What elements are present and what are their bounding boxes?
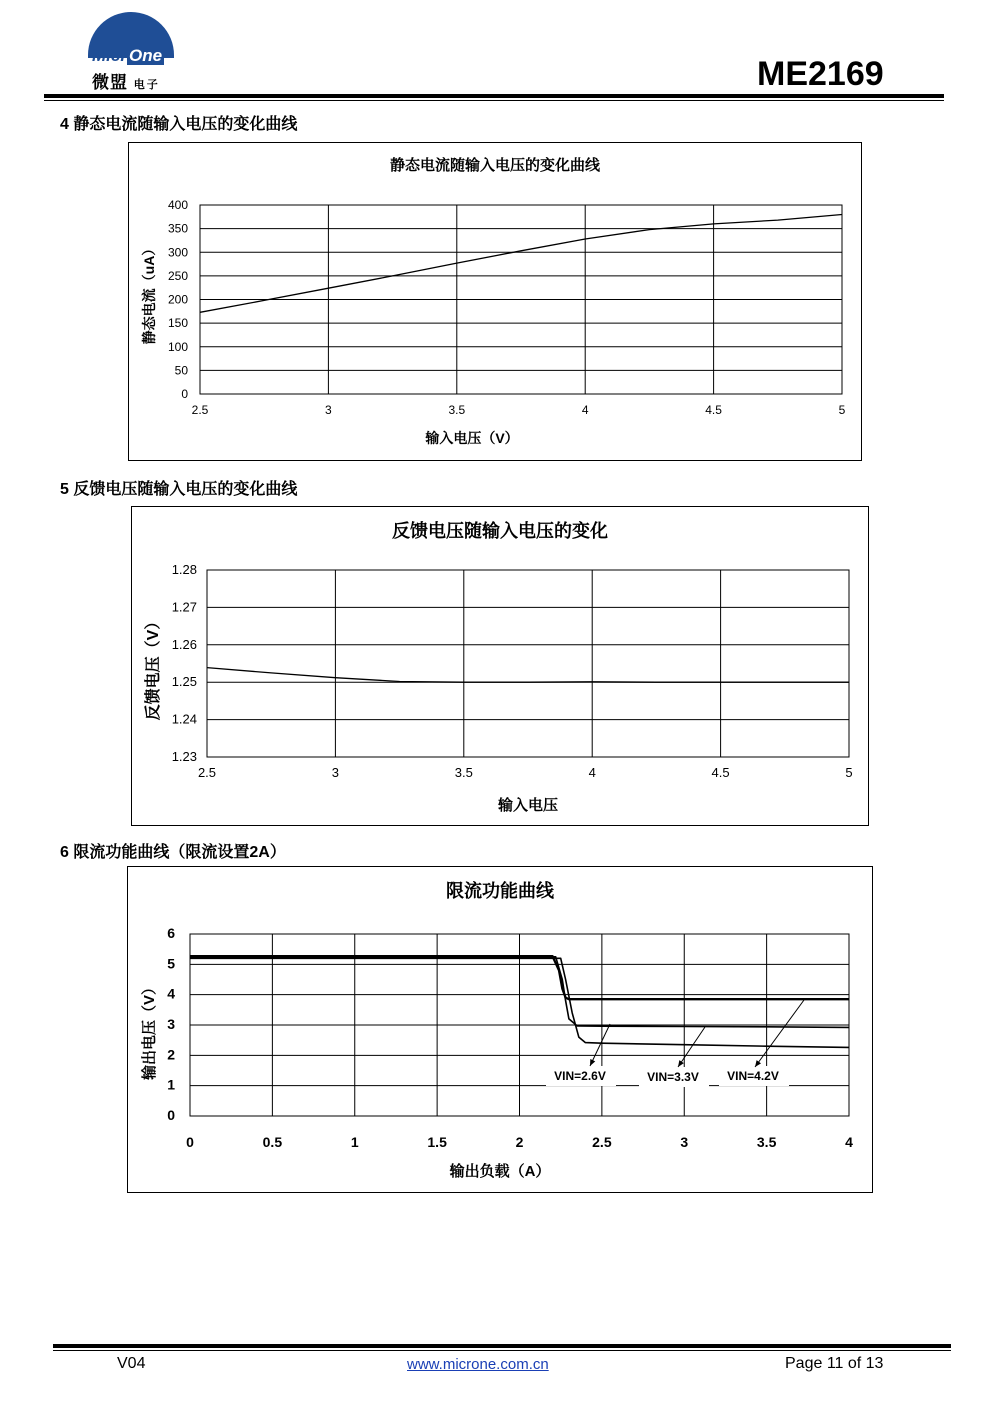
logo-cn-main: 微盟	[92, 73, 128, 92]
annotation-leader	[590, 1024, 610, 1066]
footer-page: Page 11 of 13	[785, 1355, 884, 1372]
chart-1-xtick-label: 3.5	[448, 403, 466, 417]
chart-1-xlabel: 输入电压（V）	[425, 430, 519, 446]
chart-1-ytick-label: 350	[167, 221, 188, 236]
chart-2-xtick-label: 4.5	[711, 765, 730, 780]
chart-2-plot-area	[207, 570, 849, 757]
section-5-text: 反馈电压随输入电压的变化曲线	[73, 481, 298, 498]
chart-1-xtick-label: 4.5	[705, 403, 722, 417]
chart-3-xtick-label: 2.5	[592, 1134, 612, 1150]
chart-2-ylabel: 反馈电压（V）	[145, 613, 162, 721]
chart-3-xtick-label: 0	[186, 1134, 194, 1150]
chart-3-ytick-label: 6	[167, 925, 175, 941]
doc-id: ME2169	[757, 55, 884, 93]
logo-cn	[92, 68, 160, 93]
chart-1-ytick-label: 200	[167, 292, 188, 307]
chart-1-frame	[128, 142, 862, 461]
logo-cn-small: 电子	[133, 79, 160, 91]
chart-1-ytick-label: 50	[174, 363, 188, 378]
annotation-leader	[678, 1027, 705, 1067]
chart-2-xtick-label: 3	[331, 765, 340, 780]
chart-3-ytick-label: 3	[167, 1016, 175, 1032]
chart-2-ytick-label: 1.28	[171, 562, 197, 577]
chart-2-ytick-label: 1.25	[171, 674, 197, 690]
section-6-title	[60, 839, 286, 862]
logo-brand-part1: Micr	[92, 46, 127, 65]
chart-3-ylabel: 输出电压（V）	[141, 979, 158, 1081]
annotation-label: VIN=4.2V	[727, 1069, 779, 1083]
footer-version: V04	[117, 1355, 146, 1372]
chart-2-title: 反馈电压随输入电压的变化	[392, 521, 608, 541]
chart-1-series-line	[200, 215, 842, 313]
section-4-text: 静态电流随输入电压的变化曲线	[73, 116, 298, 133]
chart-1-xtick-label: 4	[581, 403, 589, 417]
chart-1-xtick-label: 3	[325, 403, 332, 417]
chart-2-xtick-label: 4	[588, 765, 596, 780]
footer-rule-thin	[53, 1350, 951, 1351]
annotation-arrowhead	[755, 1060, 761, 1067]
chart-2-ytick-label: 1.23	[171, 749, 197, 764]
chart-3	[128, 867, 872, 1192]
section-4-number: 4	[60, 116, 69, 133]
chart-2-ytick-label: 1.26	[171, 636, 197, 652]
chart-3-xtick-label: 2	[515, 1134, 524, 1150]
chart-2-ytick-label: 1.27	[171, 599, 197, 615]
footer-url-link[interactable]: www.microne.com.cn	[407, 1356, 549, 1373]
section-5-title	[60, 476, 297, 499]
chart-1-ytick-label: 100	[167, 339, 188, 354]
chart-1-ylabel: 静态电流（uA）	[141, 241, 157, 345]
section-4-title	[60, 111, 297, 134]
chart-2	[132, 507, 868, 825]
chart-2-xtick-label: 3.5	[454, 765, 473, 780]
chart-2-ytick-label: 1.24	[171, 711, 197, 727]
annotation-leader	[755, 1000, 804, 1067]
header-rule-thick	[44, 94, 944, 98]
chart-1-ytick-label: 300	[167, 245, 188, 260]
chart-3-ytick-label: 1	[167, 1076, 175, 1093]
chart-3-xtick-label: 0.5	[262, 1134, 283, 1150]
chart-3-ytick-label: 4	[167, 985, 175, 1002]
chart-3-ytick-label: 5	[167, 955, 175, 972]
chart-3-xtick-label: 1.5	[427, 1134, 447, 1150]
section-6-number: 6	[60, 844, 69, 861]
chart-2-frame	[131, 506, 869, 826]
footer-rule-thick	[53, 1344, 951, 1348]
annotation-label: VIN=3.3V	[647, 1070, 699, 1084]
chart-1-ytick-label: 0	[181, 387, 188, 401]
annotation-label: VIN=2.6V	[554, 1069, 606, 1083]
logo-brand-part2: One	[128, 46, 163, 65]
logo-brand	[92, 46, 164, 66]
chart-3-frame	[127, 866, 873, 1193]
chart-3-xtick-label: 1	[350, 1134, 359, 1150]
chart-2-series-line	[207, 668, 849, 683]
annotation-arrowhead	[678, 1060, 684, 1067]
chart-2-xlabel: 输入电压	[497, 797, 559, 814]
section-6-text: 限流功能曲线（限流设置2A）	[73, 844, 286, 861]
chart-1-title: 静态电流随输入电压的变化曲线	[389, 157, 601, 174]
chart-1-ytick-label: 150	[167, 316, 188, 331]
chart-3-title: 限流功能曲线	[446, 881, 554, 901]
section-5-number: 5	[60, 481, 69, 498]
chart-3-ytick-label: 0	[167, 1107, 175, 1123]
chart-1-xtick-label: 5	[838, 403, 846, 417]
chart-3-xlabel: 输出负载（A）	[449, 1163, 551, 1180]
chart-3-xtick-label: 4	[845, 1134, 853, 1150]
header-rule-thin	[44, 100, 944, 101]
chart-3-xtick-label: 3	[680, 1134, 689, 1150]
chart-3-xtick-label: 3.5	[756, 1134, 777, 1150]
chart-1	[129, 143, 861, 460]
chart-2-xtick-label: 2.5	[197, 765, 217, 780]
chart-1-ytick-label: 250	[167, 268, 188, 283]
chart-1-ytick-label: 400	[167, 198, 188, 212]
chart-1-xtick-label: 2.5	[191, 403, 209, 417]
chart-2-xtick-label: 5	[845, 765, 853, 780]
chart-3-ytick-label: 2	[167, 1046, 175, 1063]
